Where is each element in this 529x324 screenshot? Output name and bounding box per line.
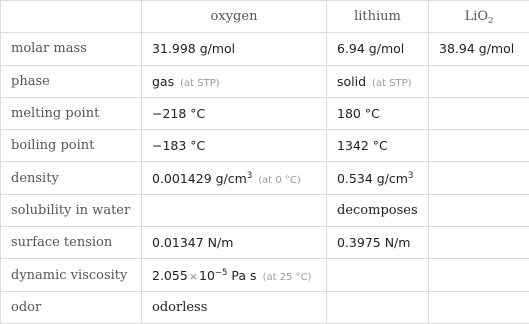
oxygen-surface-tension: 0.01347 N/m xyxy=(142,227,327,259)
lio2-viscosity xyxy=(429,259,529,291)
oxygen-melting-point: −218 °C xyxy=(142,97,327,129)
lithium-solubility: decomposes xyxy=(327,194,429,226)
oxygen-density: 0.001429 g/cm xyxy=(152,170,247,186)
oxygen-molar-mass: 31.998 g/mol xyxy=(142,33,327,65)
lithium-density: 0.534 g/cm xyxy=(337,170,408,186)
oxygen-phase-note: (at STP) xyxy=(180,77,220,89)
lio2-molar-mass: 38.94 g/mol xyxy=(429,33,529,65)
oxygen-phase-cell xyxy=(142,65,327,97)
row-label-dynamic-viscosity: dynamic viscosity xyxy=(1,259,142,291)
oxygen-odor: odorless xyxy=(142,291,327,323)
lithium-viscosity xyxy=(327,259,429,291)
lithium-melting-point: 180 °C xyxy=(327,97,429,129)
lio2-subscript: 2 xyxy=(488,16,494,27)
column-header-oxygen: oxygen xyxy=(142,1,327,33)
lio2-boiling-point xyxy=(429,130,529,162)
oxygen-solubility xyxy=(142,194,327,226)
table-row xyxy=(1,227,529,259)
oxygen-viscosity-base: 10 xyxy=(199,267,215,283)
lio2-phase xyxy=(429,65,529,97)
row-label-solubility: solubility in water xyxy=(1,194,142,226)
oxygen-boiling-point: −183 °C xyxy=(142,130,327,162)
oxygen-viscosity-note: (at 25 °C) xyxy=(262,271,312,283)
lio2-solubility xyxy=(429,194,529,226)
oxygen-viscosity-cell xyxy=(142,259,327,291)
lithium-molar-mass: 6.94 g/mol xyxy=(327,33,429,65)
row-label-melting-point: melting point xyxy=(1,97,142,129)
row-label-boiling-point: boiling point xyxy=(1,130,142,162)
lithium-boiling-point: 1342 °C xyxy=(327,130,429,162)
header-row xyxy=(1,1,529,33)
oxygen-viscosity-exponent: −5 xyxy=(214,267,228,278)
table-row xyxy=(1,259,529,291)
lithium-odor xyxy=(327,291,429,323)
row-label-surface-tension: surface tension xyxy=(1,227,142,259)
lithium-phase-cell xyxy=(327,65,429,97)
times-sign: × xyxy=(188,269,199,283)
lio2-melting-point xyxy=(429,97,529,129)
lithium-phase-note: (at STP) xyxy=(372,77,412,89)
lio2-formula: LiO xyxy=(464,9,489,25)
lio2-density xyxy=(429,162,529,194)
lithium-phase: solid xyxy=(337,73,367,89)
table-row xyxy=(1,291,529,323)
row-label-odor: odor xyxy=(1,291,142,323)
table-row xyxy=(1,97,529,129)
row-label-phase: phase xyxy=(1,65,142,97)
oxygen-viscosity-mantissa: 2.055 xyxy=(152,267,188,283)
table-row xyxy=(1,194,529,226)
oxygen-phase: gas xyxy=(152,73,175,89)
oxygen-density-note: (at 0 °C) xyxy=(258,174,301,186)
lithium-density-cell xyxy=(327,162,429,194)
column-header-lithium: lithium xyxy=(327,1,429,33)
lithium-density-exponent: 3 xyxy=(407,170,414,181)
row-label-density: density xyxy=(1,162,142,194)
oxygen-density-exponent: 3 xyxy=(246,170,253,181)
table-row xyxy=(1,130,529,162)
corner-cell xyxy=(1,1,142,33)
column-header-lio2 xyxy=(429,1,529,33)
lio2-odor xyxy=(429,291,529,323)
oxygen-density-cell xyxy=(142,162,327,194)
oxygen-viscosity-unit: Pa s xyxy=(227,267,257,283)
lithium-surface-tension: 0.3975 N/m xyxy=(327,227,429,259)
table-row xyxy=(1,33,529,65)
table-row xyxy=(1,162,529,194)
lio2-surface-tension xyxy=(429,227,529,259)
table-row xyxy=(1,65,529,97)
row-label-molar-mass: molar mass xyxy=(1,33,142,65)
